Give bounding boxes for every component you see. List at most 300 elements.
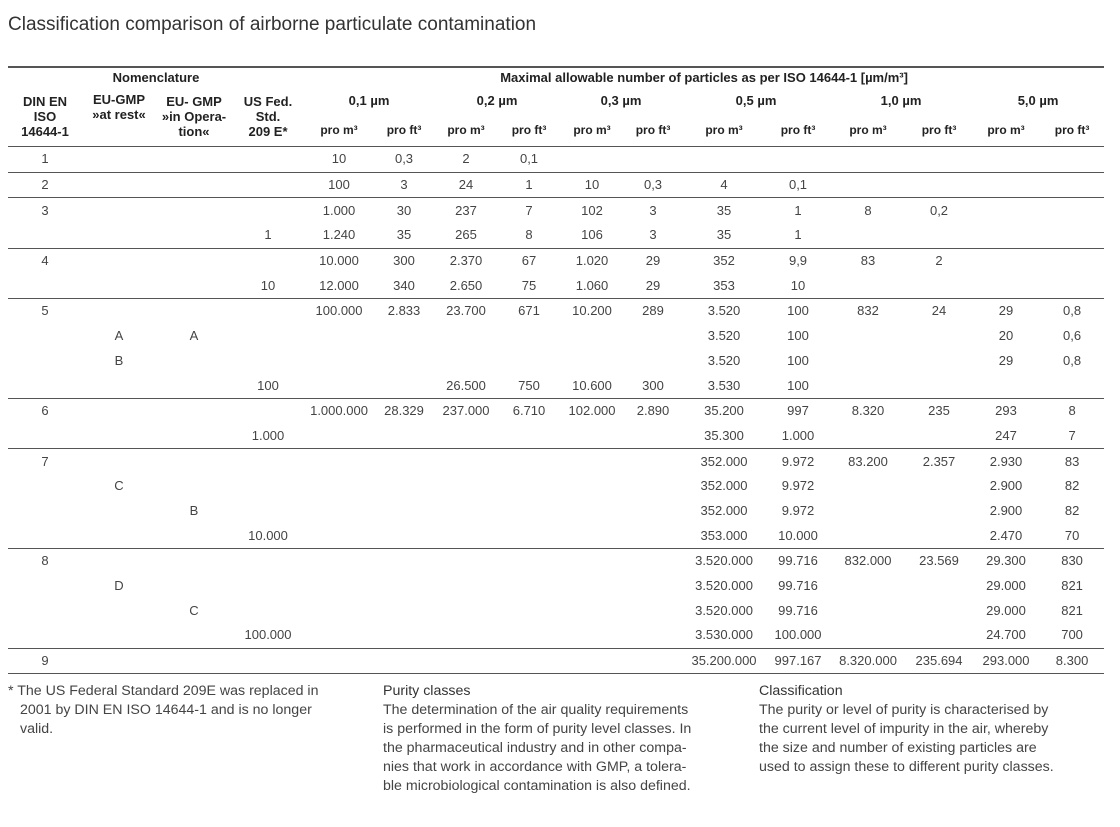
unit-per-ft3-header: pro ft³ [374,114,434,147]
table-cell [232,147,304,173]
table-cell [82,449,156,474]
table-cell: 353.000 [700,527,748,543]
table-cell [906,349,972,374]
table-cell [624,147,682,173]
table-row [8,474,1104,499]
size-header: 0,1 µm [348,92,390,108]
table-cell [156,223,232,248]
table-cell [1040,248,1104,273]
table-cell [156,198,232,223]
table-cell [82,598,156,623]
table-cell: 29 [998,352,1014,368]
table-cell: 300 [642,377,664,393]
purity-text-line: is performed in the form of purity level classes. In [383,721,692,737]
table-cell: 247 [995,427,1017,443]
table-cell: 10.600 [572,377,612,393]
table-cell [560,449,624,474]
table-cell: 8 [1040,398,1104,423]
table-cell [82,648,156,674]
table-cell: 289 [624,299,682,324]
classification-heading: Classification [759,683,843,699]
table-cell: 237 [434,198,498,223]
table-row [8,449,1104,474]
table-cell: 300 [374,248,434,273]
table-cell [906,147,972,173]
table-cell: D [114,578,124,594]
table-cell [498,349,560,374]
table-cell: 8 [525,227,533,243]
table-cell [560,549,624,574]
table-cell: 6.710 [498,398,560,423]
table-cell: 100 [766,299,830,324]
table-cell [434,474,498,499]
table-cell [972,273,1040,298]
table-row [8,324,1104,349]
table-cell [8,523,82,548]
table-cell: 29.300 [972,549,1040,574]
table-cell [560,474,624,499]
table-cell: 8.320.000 [830,648,906,674]
table-row [8,523,1104,548]
table-cell [82,198,156,223]
table-cell: 0,8 [1063,352,1082,368]
classification-text-line: The purity or level of purity is characterised by [759,702,1049,718]
table-cell: 0,8 [1040,299,1104,324]
unit-per-ft3-header: pro ft³ [1040,114,1104,147]
unit-per-ft3-header: pro ft³ [906,114,972,147]
table-cell: B [114,352,124,368]
size-header: 1,0 µm [880,92,922,108]
table-cell: 10.000 [778,527,818,543]
table-cell [374,349,434,374]
table-cell: 1.020 [560,248,624,273]
table-cell [304,349,374,374]
table-cell [434,424,498,449]
page-title: Classification comparison of airborne particulate contamination [8,14,537,35]
purity-text-line: ble microbiological contamination is also defined. [383,778,691,794]
table-cell [232,574,304,599]
table-cell: 99.716 [778,578,818,594]
table-cell [374,598,434,623]
table-cell [304,574,374,599]
maximal-particles-header: Maximal allowable number of particles as per ISO 14644-1 [µm/m³] [304,67,1104,86]
table-cell [374,623,434,648]
table-cell [156,424,232,449]
table-cell [434,523,498,548]
table-cell [498,424,560,449]
size-header: 0,5 µm [735,92,777,108]
table-cell: B [189,502,199,518]
table-cell [434,598,498,623]
purity-classes-heading: Purity classes [383,683,471,699]
table-cell [624,648,682,674]
table-row [8,424,1104,449]
table-cell: 2 [8,172,82,198]
table-cell [434,449,498,474]
table-cell [560,147,624,173]
table-cell [8,474,82,499]
table-cell [374,574,434,599]
table-cell [232,549,304,574]
table-cell [232,499,304,524]
table-cell [906,324,972,349]
table-cell [434,574,498,599]
unit-per-m3-header: pro m³ [560,114,624,147]
table-cell [906,424,972,449]
classification-text-line: the current level of impurity in the air, whereby [759,721,1049,737]
table-cell: 29 [624,248,682,273]
table-cell: 7 [498,198,560,223]
table-cell [498,574,560,599]
table-cell [624,499,682,524]
table-cell [830,223,906,248]
table-cell: 3.520 [707,328,741,344]
table-cell: 0,1 [498,147,560,173]
table-cell [972,373,1040,398]
table-cell [624,449,682,474]
table-row [8,299,1104,324]
table-cell: 10.000 [304,248,374,273]
table-cell: 2.900 [989,502,1023,518]
classification-text-line: used to assign these to different purity classes. [759,759,1054,775]
table-cell [156,523,232,548]
table-cell: 35.200.000 [682,648,766,674]
table-row [8,574,1104,599]
purity-classes-section [383,682,733,796]
table-cell [830,172,906,198]
table-cell: 3 [374,172,434,198]
table-cell: 2.900 [989,478,1023,494]
table-cell: 830 [1040,549,1104,574]
table-cell: 26.500 [446,377,486,393]
table-cell: 353 [713,277,735,293]
table-cell [156,373,232,398]
table-cell [906,223,972,248]
table-cell [498,549,560,574]
size-header: 0,3 µm [600,92,642,108]
size-header: 0,2 µm [476,92,518,108]
table-cell [82,373,156,398]
table-cell [8,349,82,374]
table-cell: 3.520 [707,352,741,368]
table-cell [560,324,624,349]
classification-section [759,682,1109,777]
table-cell: 35 [682,198,766,223]
table-cell: 8.320 [830,398,906,423]
table-cell [82,248,156,273]
table-cell [8,499,82,524]
table-cell [906,172,972,198]
table-cell [156,574,232,599]
table-cell [82,223,156,248]
table-cell [374,474,434,499]
table-cell [906,523,972,548]
table-cell [830,598,906,623]
table-cell [560,598,624,623]
table-cell: 99.716 [778,602,818,618]
purity-text-line: The determination of the air quality requirements [383,702,689,718]
table-cell: 3.520.000 [682,549,766,574]
table-cell: 340 [393,277,415,293]
table-cell [232,398,304,423]
table-cell: 12.000 [319,277,359,293]
table-cell [498,324,560,349]
table-cell [232,449,304,474]
table-row [8,198,1104,223]
table-cell: 99.716 [766,549,830,574]
table-cell [560,424,624,449]
table-cell: 0,3 [624,172,682,198]
table-cell: 100 [787,377,809,393]
table-cell [374,324,434,349]
table-cell [830,324,906,349]
table-cell [232,198,304,223]
table-cell: 821 [1061,602,1083,618]
table-cell: 750 [518,377,540,393]
table-cell: 9,9 [766,248,830,273]
table-cell: 10 [304,147,374,173]
table-cell [8,623,82,648]
table-cell [304,449,374,474]
table-cell [156,449,232,474]
table-cell [232,648,304,674]
table-cell [82,623,156,648]
unit-per-m3-header: pro m³ [972,114,1040,147]
table-cell [830,147,906,173]
table-cell [1040,198,1104,223]
table-cell: 35.300 [704,427,744,443]
table-cell: 1 [766,198,830,223]
table-cell [434,648,498,674]
us-fed-std-header: US Fed. Std. 209 E* [243,93,293,139]
size-header: 5,0 µm [1017,92,1059,108]
eu-gmp-at-rest-header: EU-GMP »at rest« [92,92,146,122]
table-cell [156,398,232,423]
purity-text-line: the pharmaceutical industry and in other compa- [383,740,687,756]
table-cell [304,549,374,574]
table-cell [8,424,82,449]
table-cell [1040,223,1104,248]
table-cell: 29.000 [986,578,1026,594]
table-cell [624,523,682,548]
table-cell: 35 [396,227,412,243]
table-row [8,223,1104,248]
table-cell [1040,172,1104,198]
table-cell [830,349,906,374]
table-cell [82,299,156,324]
table-cell: 235 [906,398,972,423]
table-cell: 24 [434,172,498,198]
table-cell [232,349,304,374]
table-cell: 10 [790,277,806,293]
unit-per-m3-header: pro m³ [830,114,906,147]
table-cell: 102 [560,198,624,223]
nomenclature-header: Nomenclature [8,67,304,86]
table-cell [374,549,434,574]
table-cell [560,349,624,374]
table-cell: 1 [498,172,560,198]
table-cell: 1.000 [251,427,285,443]
table-cell: 2.890 [624,398,682,423]
table-cell [498,499,560,524]
table-cell: 9.972 [781,502,815,518]
table-cell: 100.000 [244,627,292,643]
table-cell: 2.357 [906,449,972,474]
table-cell: 821 [1061,578,1083,594]
table-cell: 28.329 [374,398,434,423]
table-cell [304,499,374,524]
table-cell: 10 [560,172,624,198]
table-row [8,549,1104,574]
table-cell [374,449,434,474]
table-cell: 0,2 [906,198,972,223]
table-cell: 3 [649,227,657,243]
table-row [8,248,1104,273]
table-cell [434,349,498,374]
table-cell: 10.200 [560,299,624,324]
table-cell [906,623,972,648]
table-cell: 700 [1061,627,1083,643]
table-cell [624,349,682,374]
table-cell: 0,1 [766,172,830,198]
table-cell [304,623,374,648]
table-cell [972,223,1040,248]
table-cell: 1.000 [304,198,374,223]
table-cell [906,373,972,398]
table-cell: 997 [766,398,830,423]
table-cell: 70 [1064,527,1080,543]
table-cell: 10.000 [248,527,288,543]
table-cell [232,474,304,499]
table-cell [560,499,624,524]
table-cell [906,574,972,599]
table-cell [624,574,682,599]
table-cell: 237.000 [434,398,498,423]
table-cell: C [114,478,124,494]
table-cell [906,474,972,499]
table-cell: 20 [998,328,1014,344]
table-cell: 82 [1064,478,1080,494]
table-cell: 100 [787,328,809,344]
table-cell [498,598,560,623]
table-cell: 7 [1068,427,1076,443]
table-cell [82,424,156,449]
table-cell [304,598,374,623]
table-cell [232,324,304,349]
table-cell: 29 [972,299,1040,324]
table-row [8,349,1104,374]
table-cell: 106 [581,227,603,243]
table-cell: 235.694 [906,648,972,674]
table-cell: 9.972 [781,478,815,494]
table-cell: 1.000 [781,427,815,443]
table-cell: 3 [624,198,682,223]
table-cell: 5 [8,299,82,324]
table-cell: 1 [794,227,802,243]
table-cell: 0,3 [374,147,434,173]
table-cell: 671 [498,299,560,324]
table-row [8,623,1104,648]
table-row [8,648,1104,674]
table-row [8,398,1104,423]
table-cell: 35 [716,227,732,243]
unit-per-ft3-header: pro ft³ [766,114,830,147]
table-cell: 67 [498,248,560,273]
table-cell [304,424,374,449]
table-cell: 8 [8,549,82,574]
table-cell: 4 [682,172,766,198]
table-cell [830,623,906,648]
table-cell [830,574,906,599]
table-cell [624,598,682,623]
table-cell: 83 [830,248,906,273]
table-cell [374,648,434,674]
table-cell: 100 [304,172,374,198]
table-cell [374,373,434,398]
table-cell [498,523,560,548]
table-cell: 293 [972,398,1040,423]
table-cell [766,147,830,173]
table-cell [972,198,1040,223]
table-cell: 23.569 [906,549,972,574]
classification-text-line: the size and number of existing particles are [759,740,1037,756]
table-cell: 100 [787,352,809,368]
table-cell [1040,373,1104,398]
table-cell [434,499,498,524]
table-cell: 82 [1064,502,1080,518]
table-cell [624,549,682,574]
table-cell [304,523,374,548]
table-cell [82,172,156,198]
table-cell [232,248,304,273]
table-cell [156,299,232,324]
table-cell [82,273,156,298]
table-cell: 0,6 [1063,328,1082,344]
table-cell: 100 [257,377,279,393]
table-cell: 1.060 [575,277,609,293]
table-cell: 3.520 [682,299,766,324]
table-cell [498,449,560,474]
table-cell: 100.000 [774,627,822,643]
table-cell: 8 [830,198,906,223]
table-cell [82,147,156,173]
table-cell: 2 [434,147,498,173]
table-row [8,273,1104,298]
purity-text-line: nies that work in accordance with GMP, a tolera- [383,759,687,775]
table-cell [830,474,906,499]
table-cell [156,248,232,273]
table-row [8,598,1104,623]
table-cell [434,324,498,349]
table-cell: A [189,328,199,344]
table-cell [906,499,972,524]
table-cell [560,574,624,599]
table-cell: 35.200 [682,398,766,423]
table-cell: 832.000 [830,549,906,574]
table-cell [830,273,906,298]
table-cell [374,523,434,548]
table-cell: 23.700 [434,299,498,324]
unit-per-m3-header: pro m³ [682,114,766,147]
table-cell: 29.000 [986,602,1026,618]
table-cell: 3.520.000 [695,578,753,594]
eu-gmp-in-operation-header: EU- GMP »in Opera- tion« [161,93,227,139]
table-cell [304,648,374,674]
table-cell: 10 [260,277,276,293]
table-cell [624,623,682,648]
table-cell [498,623,560,648]
table-cell: 2.930 [972,449,1040,474]
